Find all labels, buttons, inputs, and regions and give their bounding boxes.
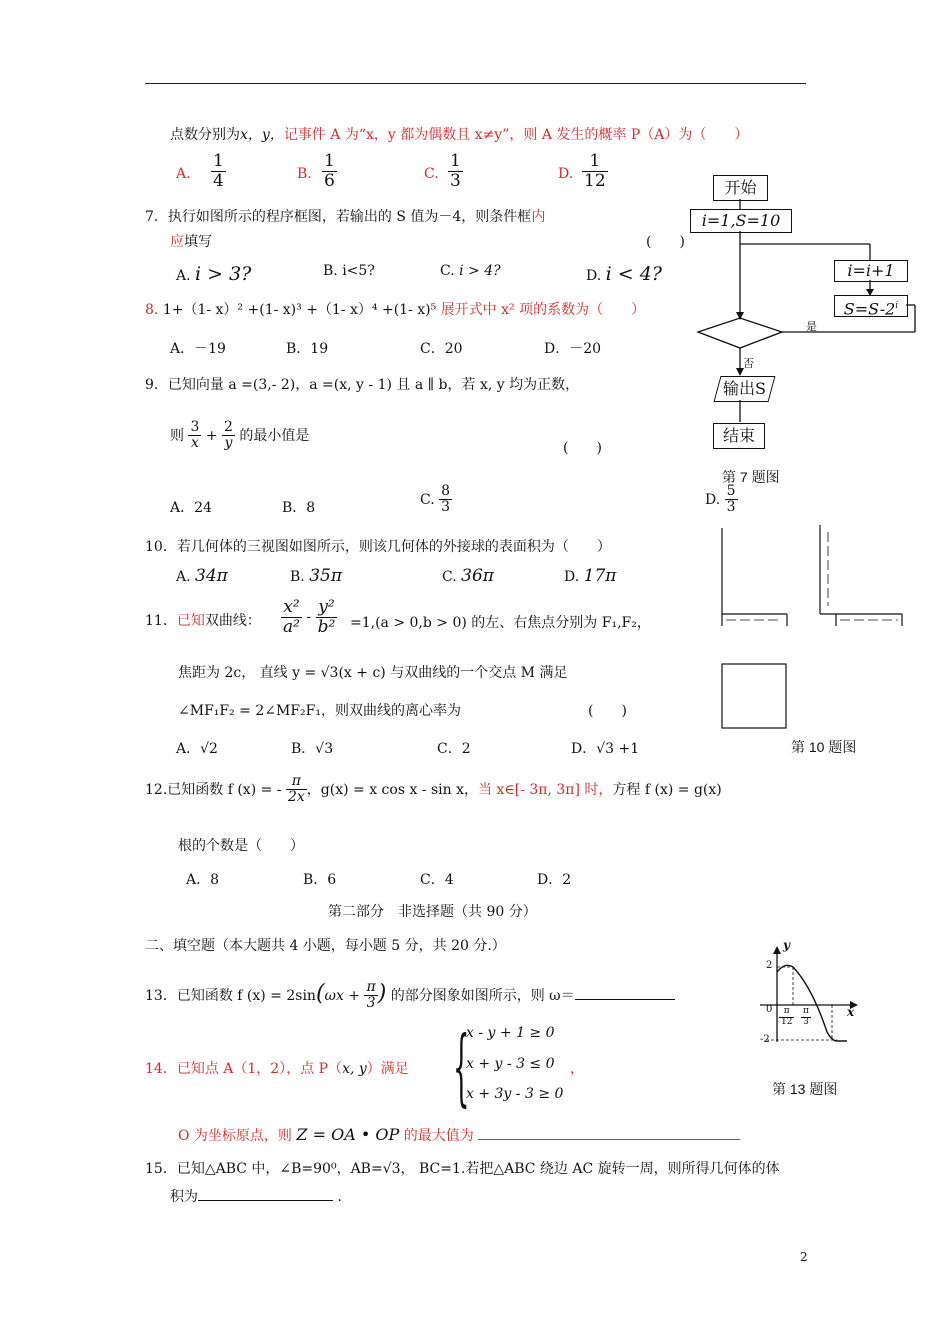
flow-output: 输出S bbox=[714, 376, 776, 402]
q10-caption: 第 10 题图 bbox=[791, 739, 857, 755]
q6-option-b-label: B. bbox=[297, 166, 312, 182]
q13-stem: 13．已知函数 f (x) = 2sin(ωx + $\frac{\pi}{3}$ ) 的部分图象如图所示，则 ω＝ bbox=[145, 980, 675, 1012]
flow-caption: 第 7 题图 bbox=[722, 469, 780, 485]
q7-option-a: A. i > 3? bbox=[176, 263, 252, 285]
q9-option-d: D. $\frac{5}{3}$ bbox=[705, 483, 736, 516]
flow-init: i=1,S=10 bbox=[690, 209, 792, 233]
q7-option-d: D. i < 4? bbox=[586, 263, 662, 285]
q13-caption: 第 13 题图 bbox=[772, 1081, 838, 1097]
q12-option-d: D．2 bbox=[537, 872, 572, 888]
q10-option-b: B. 35π bbox=[290, 566, 343, 586]
q9-stem: 9．已知向量 a =(3,- 2)，a =(x, y - 1) 且 a ∥ b，若 x, y 均为正数， bbox=[145, 377, 580, 393]
q12-stem: 12.已知函数 f (x) = - $\frac{\pi}{2x}$ ，g(x) = x cos x - sin x，当 x∈[- 3π, 3π] 时，方程 f (x) = g(x) bbox=[145, 773, 722, 806]
q11-stem: 11．已知双曲线： bbox=[145, 613, 261, 629]
q6-option-c-value: $\frac{1}{3}$ bbox=[450, 151, 461, 191]
header-rule bbox=[145, 83, 806, 84]
q12-line2: 根的个数是（ ） bbox=[178, 838, 304, 854]
flow-end: 结束 bbox=[713, 423, 765, 449]
q15-line2: 积为 ． bbox=[170, 1189, 352, 1205]
q14-inequality-2: x + y - 3 ≤ 0 bbox=[466, 1056, 555, 1072]
q8-option-c: C．20 bbox=[420, 341, 463, 357]
q13-graph-x-label: x bbox=[847, 1005, 855, 1019]
q11-option-b: B．√3 bbox=[291, 741, 334, 757]
q13-graph-tick-minus2: -2 bbox=[760, 1034, 770, 1045]
q15-stem: 15．已知△ABC 中，∠B=90⁰，AB=√3， BC=1.若把△ABC 绕边 AC 旋转一周，则所得几何体的体 bbox=[145, 1161, 780, 1177]
q12-option-c: C．4 bbox=[420, 872, 454, 888]
q7-stem: 7．执行如图所示的程序框图，若输出的 S 值为－4，则条件框内 bbox=[145, 209, 546, 225]
q10-option-a: A. 34π bbox=[176, 566, 228, 586]
q14-comma: ， bbox=[570, 1061, 584, 1077]
part2-heading: 第二部分 非选择题（共 90 分） bbox=[328, 904, 537, 920]
q9-stem-line2: 则 $\frac{3}{x}$ + $\frac{2}{y}$ 的最小值是 bbox=[170, 419, 310, 452]
q7-paren: ( ) bbox=[646, 234, 685, 250]
q11-option-a: A．√2 bbox=[176, 741, 218, 757]
flow-connectors bbox=[680, 190, 920, 430]
q12-option-a: A．8 bbox=[186, 872, 220, 888]
q7-stem-line2: 应填写 bbox=[170, 234, 212, 250]
q11-option-d: D．√3 +1 bbox=[571, 741, 640, 757]
q9-option-c: C. $\frac{8}{3}$ bbox=[420, 483, 451, 516]
q8-option-b: B．19 bbox=[286, 341, 329, 357]
page-number: 2 bbox=[800, 1250, 808, 1264]
q14-inequality-3: x + 3y - 3 ≥ 0 bbox=[466, 1086, 564, 1102]
q12-option-b: B．6 bbox=[303, 872, 337, 888]
q13-graph-tick-pi3: $\frac{\pi}{3}$ bbox=[803, 1006, 809, 1027]
q13-graph-y-label: y bbox=[783, 938, 790, 952]
q6-option-d-label: D. bbox=[558, 166, 574, 182]
flow-increment: i=i+1 bbox=[834, 260, 908, 282]
q8-option-a: A．－19 bbox=[170, 341, 226, 357]
q14-brace: { bbox=[453, 1022, 470, 1118]
q6-option-b-value: $\frac{1}{6}$ bbox=[324, 151, 335, 191]
q13-graph-origin: 0 bbox=[766, 1004, 773, 1015]
three-view-figure bbox=[712, 522, 912, 732]
q11-line3: ∠MF₁F₂ = 2∠MF₂F₁，则双曲线的离心率为 bbox=[178, 703, 461, 719]
q13-graph-tick-2: 2 bbox=[766, 960, 773, 971]
q13-sine-graph bbox=[752, 942, 872, 1052]
q11-option-c: C．2 bbox=[437, 741, 471, 757]
q10-stem: 10．若几何体的三视图如图所示，则该几何体的外接球的表面积为（ ） bbox=[145, 539, 611, 555]
q9-paren: ( ) bbox=[563, 440, 602, 456]
q10-option-c: C. 36π bbox=[442, 566, 494, 586]
q6-option-a-label: A. bbox=[176, 166, 191, 182]
q6-option-c-label: C. bbox=[424, 166, 439, 182]
q14-line2: O 为坐标原点，则 Z = OA • OP 的最大值为 bbox=[178, 1125, 740, 1145]
q14-inequality-1: x - y + 1 ≥ 0 bbox=[466, 1025, 555, 1041]
q9-option-a: A．24 bbox=[170, 500, 212, 516]
q14-stem: 14．已知点 A（1，2），点 P（x, y）满足 bbox=[145, 1061, 409, 1077]
q8-stem: 8. 1+（1- x）² +(1- x)³ +（1- x）⁴ +(1- x)⁵ 展开式中 x² 项的系数为（ ） bbox=[145, 302, 646, 318]
q11-hyperbola-formula: $\frac{\text{x²}}{\text{a²}}$ - $\frac{\text{y²}}{\text{b²}}$ bbox=[283, 597, 336, 637]
flow-no-label: 否 bbox=[743, 358, 754, 370]
flow-start: 开始 bbox=[713, 175, 768, 201]
q6-option-d-value: $\frac{1}{12}$ bbox=[584, 151, 606, 191]
section2-heading: 二、填空题（本大题共 4 小题，每小题 5 分，共 20 分.） bbox=[145, 938, 506, 954]
q6-option-a-value: $\frac{1}{4}$ bbox=[213, 151, 224, 191]
flow-update: $S=S-2^i$ bbox=[834, 295, 908, 317]
q7-option-b: B. i<5? bbox=[323, 263, 375, 279]
flow-yes-label: 是 bbox=[806, 321, 817, 333]
q11-stem-tail: =1,(a > 0,b > 0) 的左、右焦点分别为 F₁,F₂， bbox=[350, 615, 651, 631]
q9-option-b: B．8 bbox=[282, 500, 316, 516]
q8-option-d: D．－20 bbox=[544, 341, 602, 357]
q11-paren: ( ) bbox=[588, 703, 627, 719]
q6-stem: 点数分别为x，y，记事件 A 为“x，y 都为偶数且 x≠y”，则 A 发生的概率 P（A）为（ ） bbox=[170, 127, 749, 143]
q13-graph-tick-pi12: $\frac{\pi}{12}$ bbox=[781, 1006, 793, 1027]
q7-option-c: C. i > 4? bbox=[440, 263, 501, 279]
q11-line2: 焦距为 2c， 直线 y = √3(x + c) 与双曲线的一个交点 M 满足 bbox=[178, 665, 568, 681]
q10-option-d: D. 17π bbox=[564, 566, 617, 586]
